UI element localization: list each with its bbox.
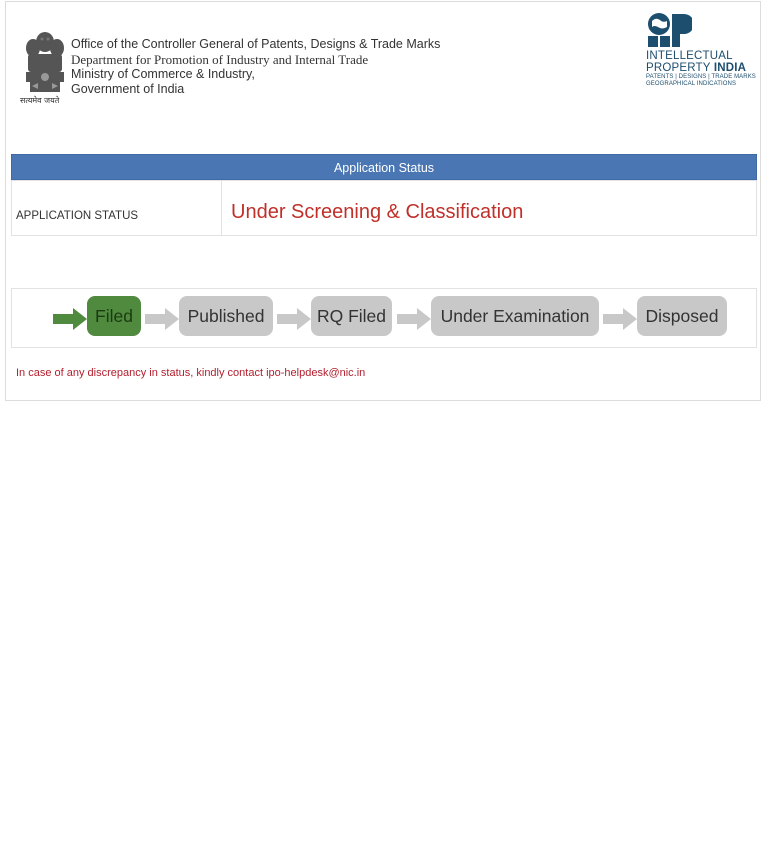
page-frame bbox=[5, 1, 761, 401]
step-arrow-icon bbox=[145, 308, 179, 330]
ip-logo-line-2-bold: INDIA bbox=[713, 62, 747, 74]
step-disposed: Disposed bbox=[637, 296, 727, 336]
ashoka-emblem-icon bbox=[22, 28, 68, 96]
status-table-row bbox=[11, 180, 757, 236]
national-emblem bbox=[22, 28, 72, 110]
org-line-2: Department for Promotion of Industry and Internal Trade bbox=[71, 52, 369, 67]
current-step-arrow-icon bbox=[53, 308, 87, 330]
ip-india-logo bbox=[646, 12, 756, 94]
step-published: Published bbox=[179, 296, 273, 336]
helpdesk-notice: In case of any discrepancy in status, kindly contact ipo-helpdesk@nic.in bbox=[16, 367, 366, 379]
ip-logo-line-2-regular: PROPERTY bbox=[646, 62, 714, 74]
organization-name bbox=[71, 37, 440, 97]
org-line-4: Government of India bbox=[71, 82, 185, 96]
ip-logo-line-3: PATENTS | DESIGNS | TRADE MARKS bbox=[646, 74, 756, 80]
status-value: Under Screening & Classification bbox=[231, 201, 524, 223]
emblem-caption: सत्यमेव जयते bbox=[20, 96, 60, 105]
status-table-header: Application Status bbox=[11, 154, 757, 180]
ip-logo-line-2 bbox=[646, 62, 756, 74]
step-arrow-icon bbox=[397, 308, 431, 330]
org-line-1: Office of the Controller General of Patents, Designs & Trade Marks bbox=[71, 37, 441, 51]
step-rq-filed: RQ Filed bbox=[311, 296, 392, 336]
org-line-3: Ministry of Commerce & Industry, bbox=[71, 67, 255, 81]
status-progress-tracker bbox=[11, 288, 757, 348]
ip-logo-line-1: INTELLECTUAL bbox=[646, 50, 733, 62]
step-filed: Filed bbox=[87, 296, 141, 336]
status-label: APPLICATION STATUS bbox=[12, 181, 222, 235]
ip-india-wordmark bbox=[646, 50, 756, 88]
ip-india-globe-icon bbox=[646, 12, 692, 48]
ip-logo-line-4: GEOGRAPHICAL INDICATIONS bbox=[646, 81, 737, 87]
step-arrow-icon bbox=[277, 308, 311, 330]
step-arrow-icon bbox=[603, 308, 637, 330]
step-under-examination: Under Examination bbox=[431, 296, 599, 336]
